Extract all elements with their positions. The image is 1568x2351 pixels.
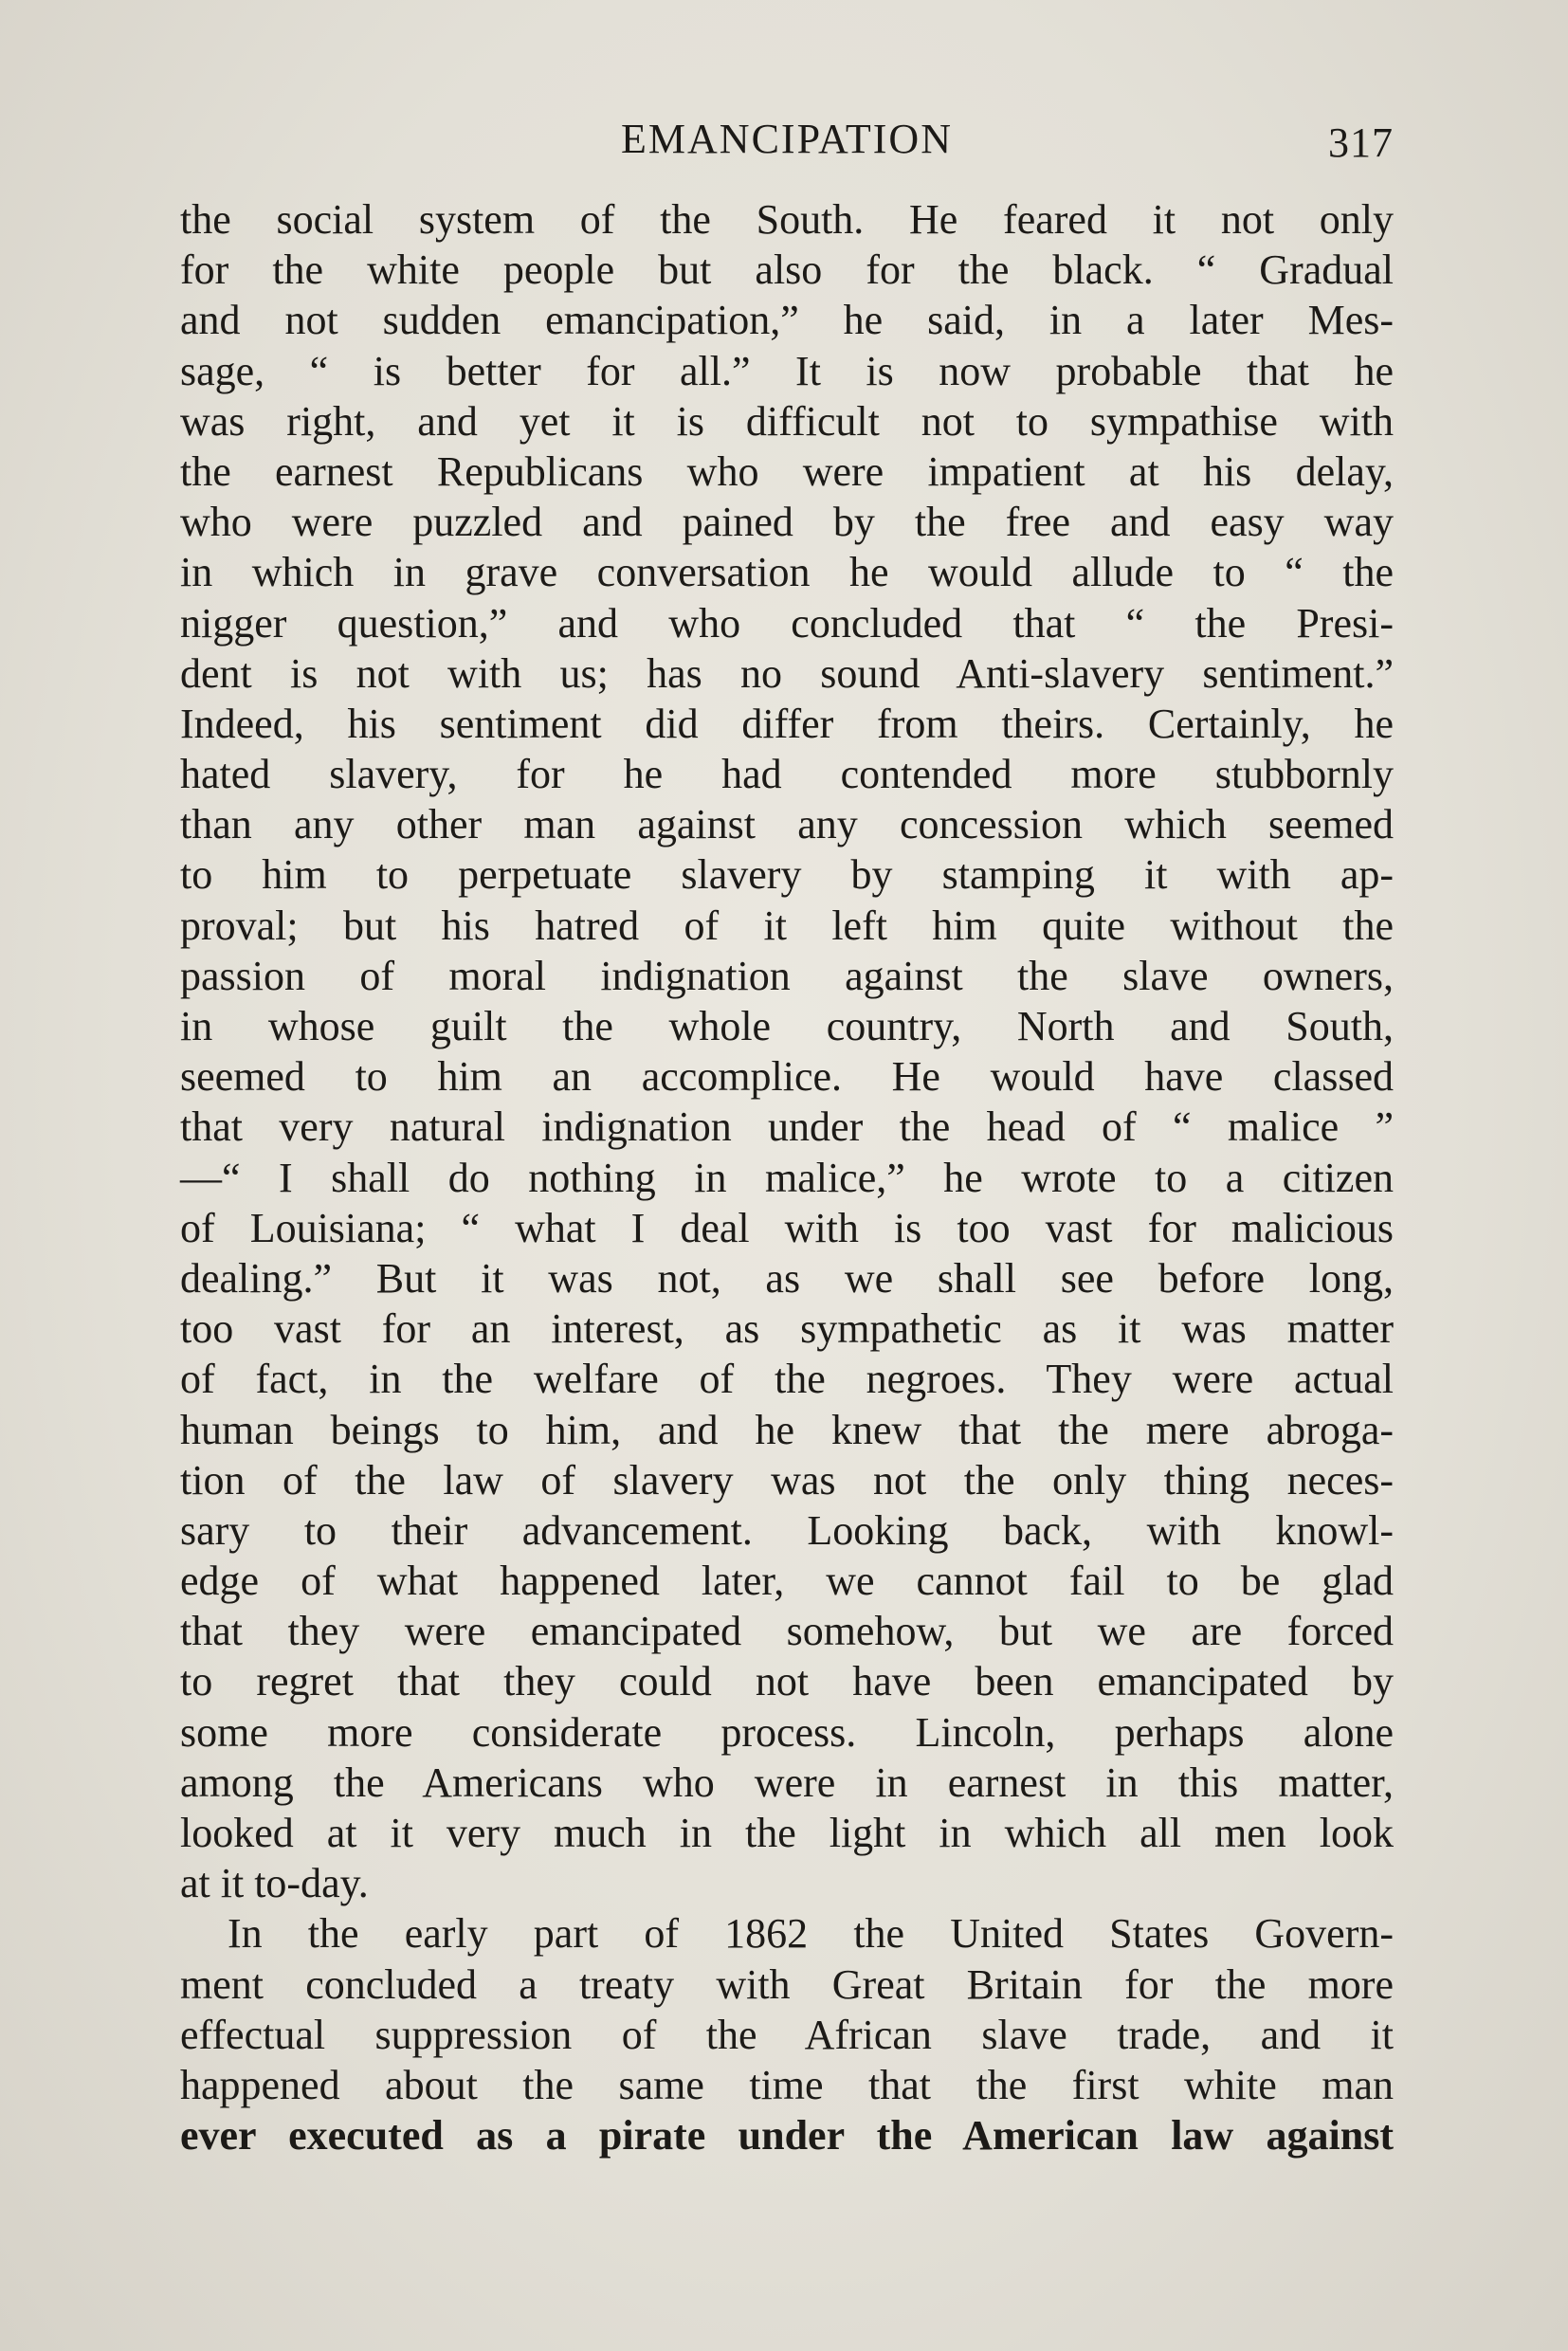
text-line: happened about the same time that the first white man bbox=[180, 2061, 1394, 2108]
text-line: in which in grave conversation he would allude to “ the bbox=[180, 549, 1394, 596]
text-line: dealing.” But it was not, as we shall see before long, bbox=[180, 1254, 1394, 1302]
body-text bbox=[180, 194, 1394, 2160]
text-line: passion of moral indignation against the slave owners, bbox=[180, 952, 1394, 999]
text-line: proval; but his hatred of it left him quite without the bbox=[180, 902, 1394, 949]
text-line: of Louisiana; “ what I deal with is too vast for malicious bbox=[180, 1204, 1394, 1251]
text-line: hated slavery, for he had contended more stubbornly bbox=[180, 751, 1394, 798]
text-line: nigger question,” and who concluded that “ the Presi- bbox=[180, 599, 1394, 647]
text-line: looked at it very much in the light in which all men look bbox=[180, 1810, 1394, 1856]
text-line: to regret that they could not have been emancipated by bbox=[180, 1658, 1394, 1705]
text-line: —“ I shall do nothing in malice,” he wrote to a citizen bbox=[180, 1154, 1394, 1201]
text-line: sage, “ is better for all.” It is now probable that he bbox=[180, 347, 1394, 394]
text-line: the social system of the South. He feared it not only bbox=[180, 196, 1394, 243]
text-line: than any other man against any concession which seemed bbox=[180, 801, 1394, 848]
paragraph-first-line: In the early part of 1862 the United States Govern- bbox=[228, 1910, 1394, 1958]
text-line: sary to their advancement. Looking back, with knowl- bbox=[180, 1506, 1394, 1554]
text-line: that very natural indignation under the head of “ malice ” bbox=[180, 1103, 1394, 1151]
text-line: dent is not with us; has no sound Anti-slavery sentiment.” bbox=[180, 649, 1394, 697]
text-line: was right, and yet it is difficult not to sympathise with bbox=[180, 397, 1394, 445]
text-line: some more considerate process. Lincoln, perhaps alone bbox=[180, 1708, 1394, 1756]
text-line: effectual suppression of the African slave trade, and it bbox=[180, 2011, 1394, 2058]
text-line: ment concluded a treaty with Great Britain for the more bbox=[180, 1960, 1394, 2008]
text-line: of fact, in the welfare of the negroes. They were actual bbox=[180, 1356, 1394, 1403]
text-line: seemed to him an accomplice. He would have classed bbox=[180, 1053, 1394, 1101]
paragraph-end-line: at it to-day. bbox=[180, 1860, 369, 1907]
text-line: who were puzzled and pained by the free and easy way bbox=[180, 499, 1394, 546]
text-line: among the Americans who were in earnest in this matter, bbox=[180, 1759, 1394, 1806]
text-line: and not sudden emancipation,” he said, in a later Mes- bbox=[180, 297, 1394, 344]
running-head bbox=[180, 106, 1394, 173]
page-number: 317 bbox=[1328, 119, 1394, 166]
text-line: edge of what happened later, we cannot fail to be glad bbox=[180, 1558, 1394, 1605]
text-line: for the white people but also for the black. “ Gradual bbox=[180, 246, 1394, 294]
text-line: tion of the law of slavery was not the only thing neces- bbox=[180, 1456, 1394, 1504]
text-line: too vast for an interest, as sympathetic as it was matter bbox=[180, 1305, 1394, 1353]
text-line: to him to perpetuate slavery by stamping it with ap- bbox=[180, 851, 1394, 899]
text-line: Indeed, his sentiment did differ from theirs. Certainly, he bbox=[180, 700, 1394, 747]
text-line: the earnest Republicans who were impatient at his delay, bbox=[180, 447, 1394, 495]
text-line: ever executed as a pirate under the American law against bbox=[180, 2112, 1394, 2160]
running-title: EMANCIPATION bbox=[621, 116, 953, 162]
text-line: human beings to him, and he knew that the mere abroga- bbox=[180, 1406, 1394, 1453]
text-line: in whose guilt the whole country, North and South, bbox=[180, 1003, 1394, 1049]
text-line: that they were emancipated somehow, but we are forced bbox=[180, 1608, 1394, 1655]
